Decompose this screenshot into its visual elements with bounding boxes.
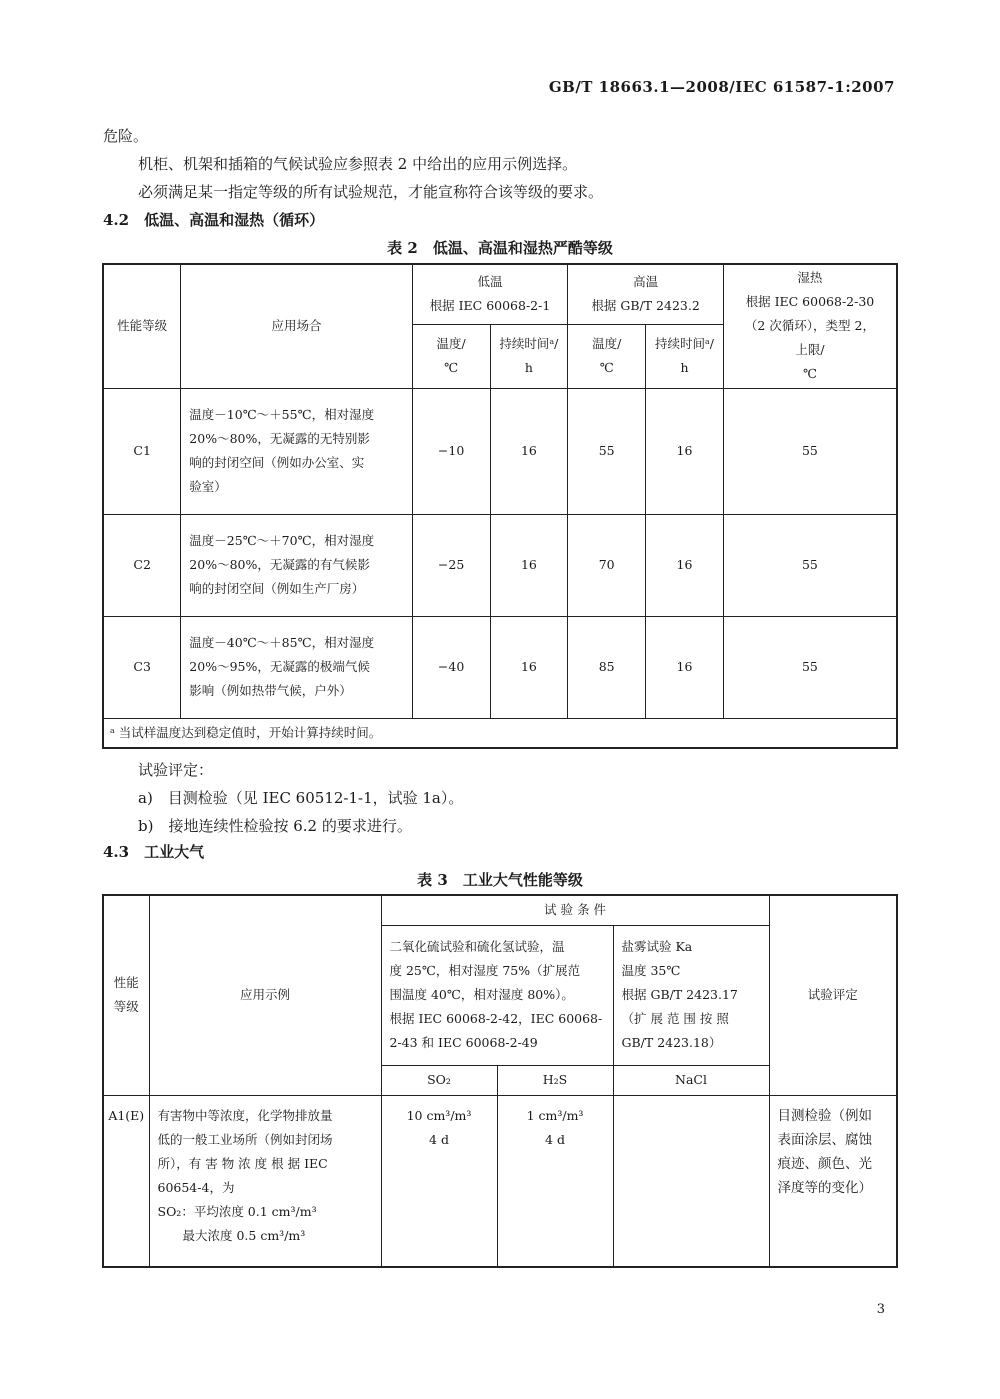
t3-salt-l5: GB/T 2423.18） [621, 1035, 722, 1050]
t2-header-damp-l5: ℃ [802, 366, 817, 382]
t2-c1-app-l2: 20%～80%，无凝露的无特别影 [189, 431, 370, 446]
t2-c2-grade: C2 [103, 514, 181, 616]
section-4-2-heading: 4.2 低温、高温和湿热（循环） [103, 211, 325, 229]
table-row [103, 514, 897, 616]
t3-a1e-so2 [381, 1095, 497, 1267]
t3-a1e-grade: A1(E) [103, 1095, 149, 1267]
t3-a1e-eval-l1: 目测检验（例如 [777, 1107, 872, 1124]
t2-header-damp-heat [723, 264, 897, 388]
t2-header-cold-l1: 低温 [477, 274, 503, 290]
t2-c1-hot-duration: 16 [646, 388, 724, 514]
t3-gas-l3: 围温度 40℃，相对湿度 80%）。 [389, 987, 574, 1002]
t2-header-cold-l2: 根据 IEC 60068-2-1 [429, 298, 551, 314]
t2-c3-cold-duration: 16 [490, 616, 568, 718]
t2-c2-hot-temp: 70 [568, 514, 646, 616]
t3-salt-l4: （扩 展 范 围 按 照 [621, 1011, 729, 1026]
section-4-3-heading: 4.3 工业大气 [103, 843, 205, 861]
t2-header-cold-temp [412, 324, 490, 388]
t3-header-grade-l2: 等级 [113, 999, 139, 1015]
table2-caption: 表 2 低温、高温和湿热严酷等级 [387, 239, 613, 257]
standard-number-header: GB/T 18663.1—2008/IEC 61587-1:2007 [548, 78, 895, 96]
t2-c1-cold-duration: 16 [490, 388, 568, 514]
t3-a1e-application [149, 1095, 381, 1267]
t3-header-so2: SO₂ [381, 1065, 497, 1095]
t3-a1e-app-l1: 有害物中等浓度，化学物排放量 [157, 1107, 333, 1123]
t3-gas-l5: 2-43 和 IEC 60068-2-49 [389, 1035, 538, 1050]
t2-c3-app-l1: 温度－40℃～＋85℃，相对湿度 [189, 635, 375, 650]
t2-c1-app-l4: 验室） [189, 479, 227, 494]
t2-c1-hot-temp: 55 [568, 388, 646, 514]
t3-gas-l1: 二氧化硫试验和硫化氢试验，温 [389, 939, 565, 954]
evaluation-title: 试验评定： [138, 761, 214, 779]
t3-header-grade [103, 895, 149, 1095]
t3-a1e-h2s-l2: 4 d [545, 1131, 565, 1147]
t3-a1e-app-l3: 所），有 害 物 浓 度 根 据 IEC [157, 1155, 328, 1171]
page-number: 3 [876, 1302, 885, 1317]
t2-cold-temp-l1: 温度/ [436, 336, 466, 351]
t2-footnote: ᵃ 当试样温度达到稳定值时，开始计算持续时间。 [103, 718, 897, 748]
t3-salt-l1: 盐雾试验 Ka [621, 939, 693, 954]
t3-header-grade-l1: 性能 [113, 975, 139, 991]
table2 [102, 263, 898, 749]
t2-c1-app-l3: 响的封闭空间（例如办公室、实 [189, 455, 365, 470]
t3-gas-l4: 根据 IEC 60068-2-42，IEC 60068- [389, 1011, 603, 1026]
t2-c2-application [181, 514, 412, 616]
paragraph-3: 必须满足某一指定等级的所有试验规范，才能宣称符合该等级的要求。 [138, 183, 604, 201]
t3-gas-l2: 度 25℃，相对湿度 75%（扩展范 [389, 963, 581, 978]
t3-a1e-h2s [497, 1095, 613, 1267]
t3-header-application: 应用示例 [149, 895, 381, 1095]
t3-a1e-eval-l2: 表面涂层、腐蚀 [777, 1131, 872, 1148]
t3-a1e-nacl [613, 1095, 769, 1267]
t2-c2-app-l3: 响的封闭空间（例如生产厂房） [189, 581, 365, 596]
t3-header-nacl: NaCl [613, 1065, 769, 1095]
t3-gas-test-description [381, 925, 613, 1065]
t2-hot-dur-l1: 持续时间ᵃ/ [654, 336, 714, 351]
t2-hot-temp-l1: 温度/ [592, 336, 622, 351]
paragraph-1: 危险。 [103, 127, 149, 145]
t3-header-h2s: H₂S [497, 1065, 613, 1095]
evaluation-item-a: a) 目测检验（见 IEC 60512-1-1，试验 1a）。 [138, 789, 464, 807]
t2-c2-app-l1: 温度－25℃～＋70℃，相对湿度 [189, 533, 375, 548]
t2-c1-app-l1: 温度－10℃～＋55℃，相对湿度 [189, 407, 375, 422]
t2-c2-cold-duration: 16 [490, 514, 568, 616]
t2-header-damp-l2: 根据 IEC 60068-2-30 [745, 294, 875, 310]
t2-c1-cold-temp: −10 [412, 388, 490, 514]
t2-header-hot-temp [568, 324, 646, 388]
t2-header-cold-duration [490, 324, 568, 388]
t2-header-cold [412, 264, 568, 324]
t3-salt-l3: 根据 GB/T 2423.17 [621, 987, 738, 1002]
t3-a1e-evaluation [769, 1095, 897, 1267]
t2-c2-damp-heat: 55 [723, 514, 897, 616]
t2-header-damp-l4: 上限/ [795, 342, 825, 358]
t2-c3-cold-temp: −40 [412, 616, 490, 718]
t3-a1e-h2s-l1: 1 cm³/m³ [526, 1107, 584, 1123]
t3-a1e-so2-l2: 4 d [429, 1131, 449, 1147]
t2-hot-temp-l2: ℃ [599, 360, 614, 375]
table-row [103, 1095, 897, 1267]
table-row [103, 388, 897, 514]
table3 [102, 894, 898, 1268]
table-row [103, 616, 897, 718]
t3-a1e-eval-l4: 泽度等的变化） [777, 1179, 872, 1196]
t2-header-damp-l1: 湿热 [797, 270, 823, 286]
t2-header-hot-duration [646, 324, 724, 388]
t2-cold-temp-l2: ℃ [444, 360, 459, 375]
t3-a1e-so2-l1: 10 cm³/m³ [406, 1107, 472, 1123]
t2-c1-damp-heat: 55 [723, 388, 897, 514]
t2-c3-app-l3: 影响（例如热带气候，户外） [189, 683, 352, 698]
t3-salt-l2: 温度 35℃ [621, 963, 681, 978]
t2-c3-grade: C3 [103, 616, 181, 718]
t2-c3-hot-duration: 16 [646, 616, 724, 718]
t2-header-application: 应用场合 [181, 264, 412, 388]
table3-caption: 表 3 工业大气性能等级 [417, 871, 583, 889]
t2-c2-cold-temp: −25 [412, 514, 490, 616]
t3-salt-test-description [613, 925, 769, 1065]
t3-a1e-app-l6: 最大浓度 0.5 cm³/m³ [157, 1227, 306, 1243]
t2-c1-application [181, 388, 412, 514]
t3-a1e-app-l5: SO₂：平均浓度 0.1 cm³/m³ [157, 1203, 317, 1219]
t2-header-hot-l1: 高温 [633, 274, 659, 290]
paragraph-2: 机柜、机架和插箱的气候试验应参照表 2 中给出的应用示例选择。 [138, 155, 578, 173]
t2-c3-app-l2: 20%～95%，无凝露的极端气候 [189, 659, 370, 674]
evaluation-item-b: b) 接地连续性检验按 6.2 的要求进行。 [138, 817, 412, 835]
t2-hot-dur-l2: h [680, 360, 689, 375]
t2-header-hot [568, 264, 724, 324]
t2-header-hot-l2: 根据 GB/T 2423.2 [591, 298, 700, 314]
t2-c1-grade: C1 [103, 388, 181, 514]
t3-header-evaluation: 试验评定 [769, 895, 897, 1095]
t2-c2-hot-duration: 16 [646, 514, 724, 616]
t2-c3-hot-temp: 85 [568, 616, 646, 718]
t2-c2-app-l2: 20%～80%，无凝露的有气候影 [189, 557, 370, 572]
t2-cold-dur-l2: h [524, 360, 533, 375]
t2-c3-damp-heat: 55 [723, 616, 897, 718]
t3-a1e-app-l2: 低的一般工业场所（例如封闭场 [157, 1131, 333, 1147]
t2-cold-dur-l1: 持续时间ᵃ/ [499, 336, 559, 351]
t2-header-grade: 性能等级 [103, 264, 181, 388]
t3-a1e-eval-l3: 痕迹、颜色、光 [777, 1155, 872, 1172]
t2-c3-application [181, 616, 412, 718]
t3-a1e-app-l4: 60654-4，为 [157, 1179, 235, 1195]
t2-header-damp-l3: （2 次循环），类型 2， [744, 318, 875, 334]
t3-header-conditions: 试 验 条 件 [381, 895, 769, 925]
